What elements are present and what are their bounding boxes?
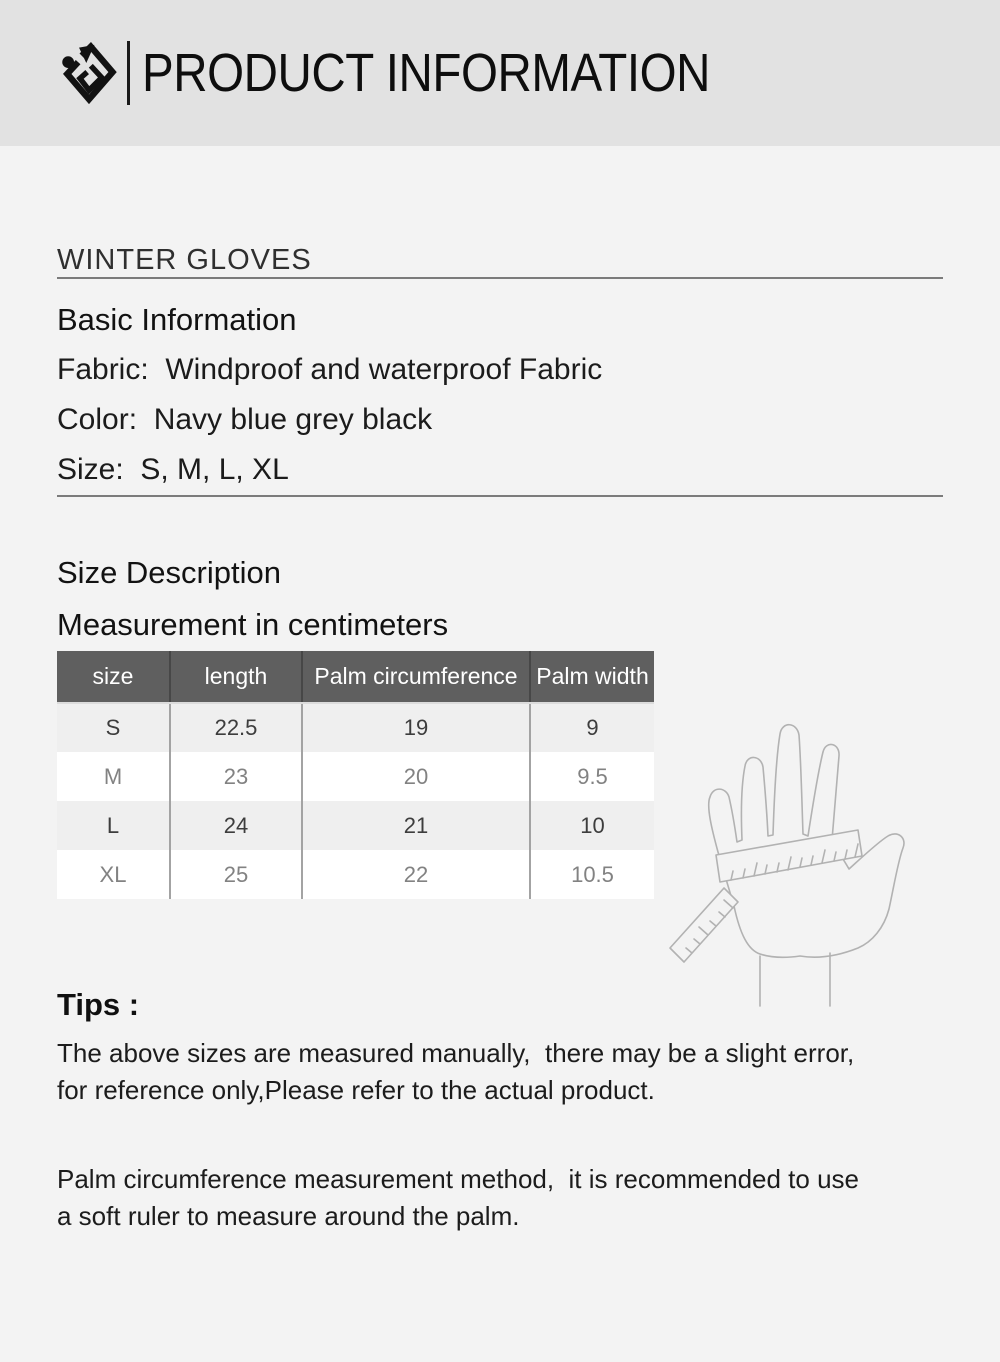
method-text-line: a soft ruler to measure around the palm. (57, 1201, 520, 1231)
cell-palm-width: 9.5 (577, 763, 608, 789)
table-row-s (57, 703, 654, 752)
measurement-unit-heading: Measurement in centimeters (57, 607, 449, 642)
basic-information-section (57, 295, 943, 495)
tips-text-line: The above sizes are measured manually, there may be a slight error, (57, 1038, 855, 1068)
cell-length: 24 (170, 801, 302, 850)
divider (57, 495, 943, 497)
cell-palm-circumference: 22 (302, 850, 530, 899)
measurement-method-note (57, 1161, 943, 1235)
cell-size: L (57, 801, 170, 850)
divider (57, 277, 943, 279)
basic-info-heading: Basic Information (57, 302, 297, 337)
column-header-size: size (57, 651, 170, 703)
tips-text-line: for reference only,Please refer to the actual product. (57, 1075, 655, 1105)
tips-heading: Tips : (57, 987, 140, 1022)
cell-palm-circumference: 20 (302, 752, 530, 801)
table-header-row (57, 651, 654, 703)
diamond-g-brand-logo-icon (60, 42, 118, 104)
size-description-heading: Size Description (57, 555, 281, 590)
column-header-palm-width: Palm width (530, 651, 654, 703)
table-row-l (57, 801, 654, 850)
cell-length: 22.5 (170, 703, 302, 752)
cell-palm-circumference: 21 (302, 801, 530, 850)
column-header-palm-circumference: Palm circumference (302, 651, 530, 703)
size-chart-table (57, 651, 654, 899)
cell-length: 25 (170, 850, 302, 899)
page-title: PRODUCT INFORMATION (142, 43, 711, 103)
table-row-m (57, 752, 654, 801)
logo-divider-bar (127, 41, 130, 105)
method-text-line: Palm circumference measurement method, it is recommended to use (57, 1164, 860, 1194)
cell-palm-width: 9 (586, 715, 599, 740)
product-name: WINTER GLOVES (57, 244, 312, 276)
cell-palm-circumference: 19 (302, 703, 530, 752)
palm-measurement-hand-icon (648, 690, 953, 1012)
cell-size: M (57, 752, 170, 801)
column-header-length: length (170, 651, 302, 703)
fabric-line: Fabric: Windproof and waterproof Fabric (57, 353, 603, 386)
table-row-xl (57, 850, 654, 899)
cell-size: XL (57, 850, 170, 899)
cell-size: S (57, 703, 170, 752)
header-banner (0, 0, 1000, 146)
tips-section (57, 983, 943, 1235)
size-line: Size: S, M, L, XL (57, 453, 289, 486)
cell-length: 23 (170, 752, 302, 801)
color-line: Color: Navy blue grey black (57, 403, 433, 436)
cell-palm-width: 10.5 (571, 861, 614, 887)
cell-palm-width: 10 (580, 812, 605, 838)
